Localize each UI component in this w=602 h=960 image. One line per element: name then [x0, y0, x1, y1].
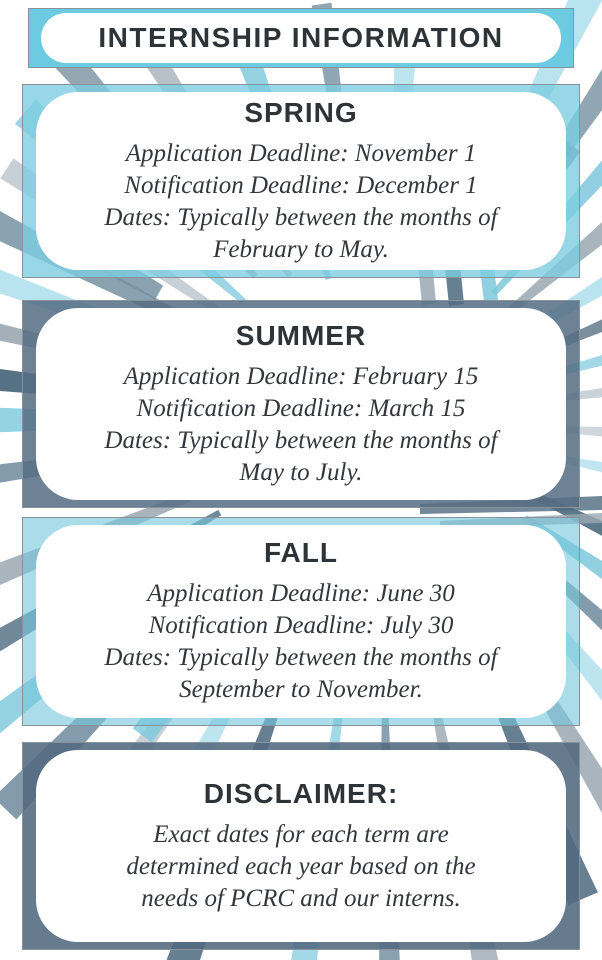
- fall-card: [36, 525, 566, 718]
- spring-heading: SPRING: [244, 96, 358, 128]
- summer-dates-line-2: May to July.: [239, 458, 363, 486]
- panel-disclaimer: [22, 742, 580, 950]
- summer-card: [36, 308, 566, 500]
- summer-notification-deadline: Notification Deadline: March 15: [136, 394, 466, 422]
- spring-dates-line-1: Dates: Typically between the months of: [104, 203, 498, 231]
- header-band: [28, 8, 574, 68]
- fall-heading: FALL: [264, 537, 338, 568]
- disclaimer-heading: DISCLAIMER:: [203, 777, 399, 809]
- panel-spring: [22, 84, 580, 278]
- summer-application-deadline: Application Deadline: February 15: [123, 362, 479, 390]
- summer-dates-line-1: Dates: Typically between the months of: [104, 426, 498, 454]
- summer-heading: SUMMER: [235, 319, 367, 351]
- header-title-pill: [41, 13, 561, 63]
- disclaimer-line-2: determined each year based on the: [126, 852, 476, 880]
- disclaimer-card: [36, 750, 566, 942]
- fall-dates-line-1: Dates: Typically between the months of: [104, 644, 498, 671]
- fall-application-deadline: Application Deadline: June 30: [147, 580, 455, 607]
- page-title: INTERNSHIP INFORMATION: [98, 22, 504, 53]
- spring-notification-deadline: Notification Deadline: December 1: [124, 171, 478, 199]
- spring-dates-line-2: February to May.: [213, 235, 389, 263]
- panel-summer: [22, 300, 580, 508]
- fall-dates-line-2: September to November.: [179, 676, 423, 703]
- panel-fall: [22, 517, 580, 726]
- spring-application-deadline: Application Deadline: November 1: [125, 139, 477, 167]
- disclaimer-line-3: needs of PCRC and our interns.: [141, 884, 461, 912]
- spring-card: [36, 92, 566, 270]
- disclaimer-line-1: Exact dates for each term are: [153, 820, 449, 848]
- fall-notification-deadline: Notification Deadline: July 30: [148, 612, 454, 639]
